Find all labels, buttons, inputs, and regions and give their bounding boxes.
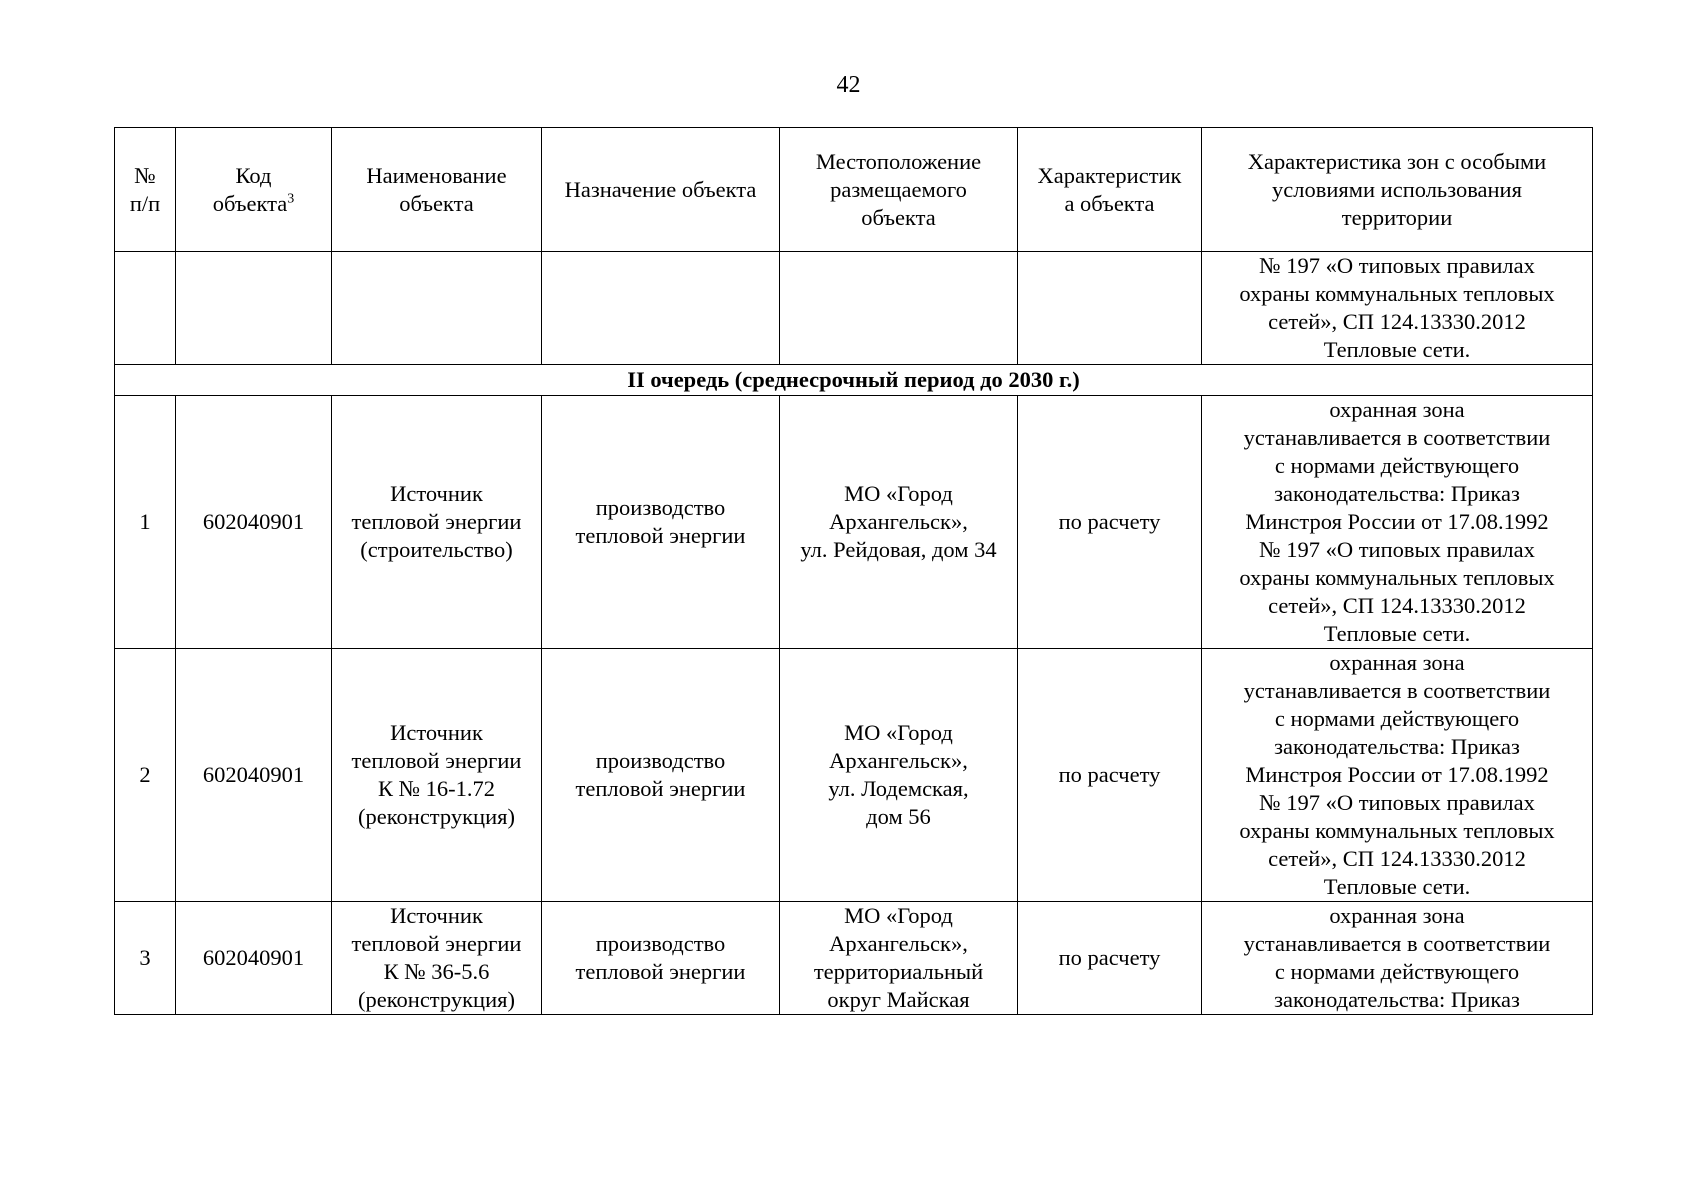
header-object-code: Код объекта$^3$: [176, 128, 332, 252]
section-header-row: [115, 365, 1593, 396]
cell-characteristic: по расчету: [1018, 902, 1202, 1015]
table-header-row: [115, 128, 1593, 252]
cell-location: МО «Город Архангельск», территориальный округ Майская: [780, 902, 1018, 1015]
cell-name: Источник тепловой энергии К № 36-5.6 (реконструкция): [332, 902, 542, 1015]
cell-number: 2: [115, 649, 176, 902]
header-number: № п/п: [115, 128, 176, 252]
cell-zones: № 197 «О типовых правилах охраны коммунальных тепловых сетей», СП 124.13330.2012 Тепловые сети.: [1202, 252, 1593, 365]
cell-purpose: производство тепловой энергии: [542, 396, 780, 649]
cell-empty: [115, 252, 176, 365]
cell-empty: [176, 252, 332, 365]
header-object-characteristic: Характеристик а объекта: [1018, 128, 1202, 252]
cell-characteristic: по расчету: [1018, 396, 1202, 649]
cell-empty: [780, 252, 1018, 365]
header-object-purpose: Назначение объекта: [542, 128, 780, 252]
header-object-name: Наименование объекта: [332, 128, 542, 252]
objects-table: [114, 127, 1593, 1015]
cell-empty: [332, 252, 542, 365]
section-title: II очередь (среднесрочный период до 2030 г.): [115, 365, 1593, 396]
cell-purpose: производство тепловой энергии: [542, 649, 780, 902]
cell-location: МО «Город Архангельск», ул. Рейдовая, дом 34: [780, 396, 1018, 649]
cell-name: Источник тепловой энергии (строительство): [332, 396, 542, 649]
cell-zones: охранная зона устанавливается в соответствии с нормами действующего законодательства: Приказ: [1202, 902, 1593, 1015]
header-object-location: Местоположение размещаемого объекта: [780, 128, 1018, 252]
cell-zones: охранная зона устанавливается в соответствии с нормами действующего законодательства: Приказ Минстроя России от 17.08.1992 № 197 «О типовых правилах охраны коммунальных тепловых сетей», СП 124.13330.2012 Тепловые сети.: [1202, 396, 1593, 649]
cell-name: Источник тепловой энергии К № 16-1.72 (реконструкция): [332, 649, 542, 902]
table-row: [115, 902, 1593, 1015]
table-row: [115, 396, 1593, 649]
cell-purpose: производство тепловой энергии: [542, 902, 780, 1015]
cell-code: 602040901: [176, 902, 332, 1015]
cell-location: МО «Город Архангельск», ул. Лодемская, дом 56: [780, 649, 1018, 902]
table-row-continuation: [115, 252, 1593, 365]
cell-empty: [1018, 252, 1202, 365]
page-number: 42: [836, 72, 861, 98]
cell-number: 3: [115, 902, 176, 1015]
cell-number: 1: [115, 396, 176, 649]
cell-code: 602040901: [176, 396, 332, 649]
header-zones-characteristic: Характеристика зон с особыми условиями использования территории: [1202, 128, 1593, 252]
cell-empty: [542, 252, 780, 365]
cell-characteristic: по расчету: [1018, 649, 1202, 902]
cell-zones: охранная зона устанавливается в соответствии с нормами действующего законодательства: Приказ Минстроя России от 17.08.1992 № 197 «О типовых правилах охраны коммунальных тепловых сетей», СП 124.13330.2012 Тепловые сети.: [1202, 649, 1593, 902]
footnote-marker: 3: [287, 191, 295, 206]
cell-code: 602040901: [176, 649, 332, 902]
table-row: [115, 649, 1593, 902]
